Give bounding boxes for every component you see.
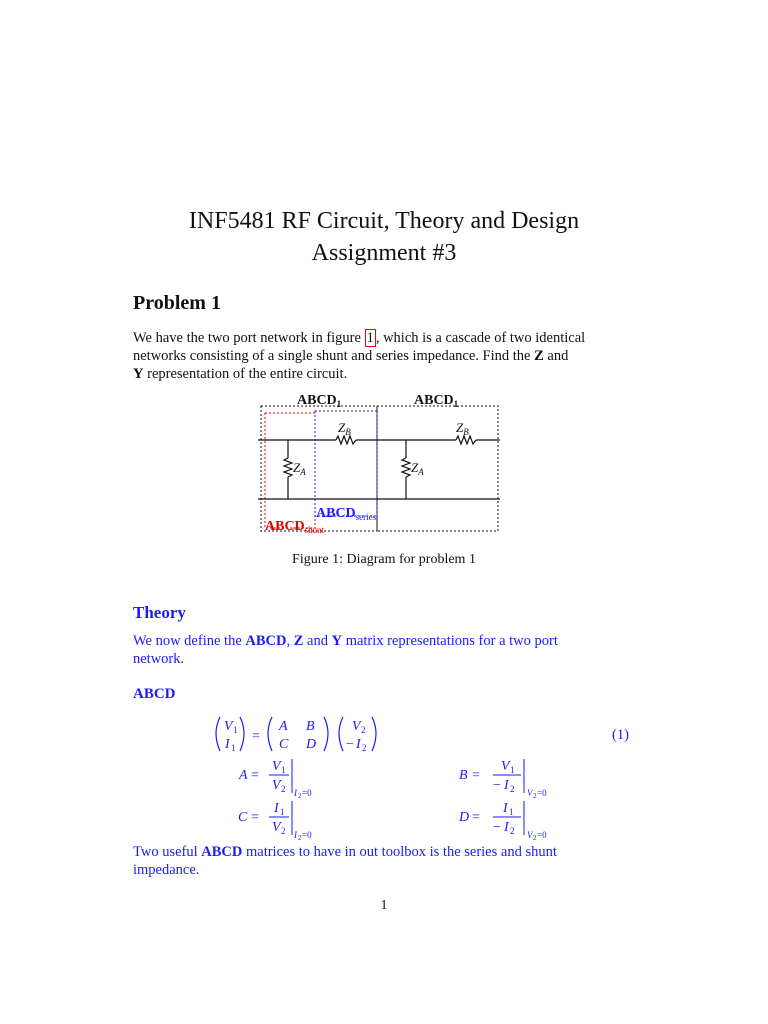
closing-line-2: impedance.: [133, 862, 200, 878]
svg-text:1: 1: [281, 765, 286, 775]
problem-text-1a: We have the two port network in figure: [133, 330, 365, 346]
svg-text:V: V: [272, 820, 281, 835]
svg-text:I: I: [504, 820, 509, 835]
abcd1-right-box: [377, 406, 498, 531]
svg-text:1: 1: [509, 807, 514, 817]
closing-text: [133, 843, 638, 879]
svg-text:2: 2: [281, 826, 286, 836]
svg-text:B: B: [459, 768, 468, 783]
abcd-parameter-definitions: [225, 757, 565, 847]
svg-text:C: C: [279, 737, 289, 752]
svg-text:=0: =0: [302, 830, 312, 840]
closing-line-1: Two useful ABCD matrices to have in out toolbox is the series and shunt: [133, 844, 557, 860]
svg-text:1: 1: [280, 807, 285, 817]
problem-text-2a: networks consisting of a single shunt and series impedance. Find the: [133, 348, 535, 364]
abcd-matrix-equation: [210, 713, 410, 757]
abcd-series-label: $ABCD_{series}$: [316, 506, 377, 522]
problem-line-1: [133, 329, 638, 347]
svg-text:1: 1: [510, 765, 515, 775]
svg-text:1: 1: [233, 725, 238, 735]
svg-text:I: I: [504, 778, 509, 793]
problem-text: [133, 329, 638, 383]
svg-text:I: I: [274, 801, 279, 816]
svg-text:2: 2: [510, 784, 515, 794]
svg-text:I: I: [503, 801, 508, 816]
theory-text: [133, 632, 638, 668]
svg-text:=0: =0: [302, 788, 312, 798]
theory-heading: Theory: [133, 603, 186, 622]
svg-text:V: V: [224, 719, 233, 734]
figure-caption: Figure 1: Diagram for problem 1: [292, 552, 476, 567]
svg-text:I: I: [294, 830, 297, 840]
svg-text:I: I: [356, 737, 361, 752]
za-right-resistor: [402, 458, 410, 477]
circuit-diagram: [250, 388, 510, 538]
abcd1-left-label: $ABCD_1$: [297, 393, 342, 409]
svg-text:−: −: [493, 820, 501, 835]
problem-text-3: representation of the entire circuit.: [143, 366, 348, 382]
svg-text:=: =: [472, 810, 480, 825]
svg-text:A: A: [239, 768, 248, 783]
problem-text-1b: , which is a cascade of two identical: [375, 330, 586, 346]
svg-text:=0: =0: [537, 788, 547, 798]
svg-text:2: 2: [362, 743, 367, 753]
page-number: 1: [380, 898, 388, 913]
title-line-1: INF5481 RF Circuit, Theory and Design: [188, 208, 580, 234]
svg-text:2: 2: [281, 784, 286, 794]
zb-right-resistor: [456, 436, 476, 444]
abcd-shunt-box: [265, 413, 315, 528]
problem-line-2: [133, 347, 638, 365]
title-line-2: Assignment #3: [311, 240, 457, 266]
svg-text:2: 2: [533, 834, 537, 842]
svg-text:V: V: [272, 778, 281, 793]
svg-text:D: D: [306, 737, 317, 752]
svg-text:A: A: [279, 719, 288, 734]
zb-left-resistor: [336, 436, 356, 444]
svg-text:V: V: [272, 759, 281, 774]
svg-text:I: I: [294, 788, 297, 798]
svg-text:2: 2: [510, 826, 515, 836]
svg-text:=: =: [251, 810, 259, 825]
z-bold: Z: [534, 348, 544, 364]
equation-number: (1): [612, 727, 629, 743]
abcd-subheading: ABCD: [133, 686, 176, 702]
za-left-label: $Z_A$: [293, 460, 306, 477]
za-right-label: $Z_A$: [411, 460, 424, 477]
problem-heading: Problem 1: [133, 292, 221, 314]
theory-line-2: network.: [133, 651, 185, 667]
abcd1-right-label: $ABCD_1$: [414, 393, 459, 409]
svg-text:I: I: [225, 737, 230, 752]
svg-text:2: 2: [361, 725, 366, 735]
svg-text:2: 2: [298, 792, 302, 800]
abcd-shunt-label: $ABCD_{shunt}$: [265, 519, 325, 535]
zb-left-label: $Z_B$: [338, 420, 351, 437]
svg-text:C: C: [238, 810, 248, 825]
problem-text-2b: and: [543, 348, 569, 364]
problem-line-3: [133, 365, 638, 383]
svg-text:V: V: [501, 759, 510, 774]
svg-text:2: 2: [533, 792, 537, 800]
figure-ref-link[interactable]: 1: [366, 330, 374, 346]
svg-text:V: V: [352, 719, 361, 734]
svg-text:−: −: [493, 778, 501, 793]
svg-text:=: =: [251, 768, 259, 783]
svg-text:2: 2: [298, 834, 302, 842]
svg-text:=0: =0: [537, 830, 547, 840]
svg-text:=: =: [252, 729, 260, 744]
za-left-resistor: [284, 458, 292, 477]
svg-text:V: V: [527, 830, 533, 840]
svg-text:V: V: [527, 788, 533, 798]
svg-text:B: B: [306, 719, 315, 734]
svg-text:=: =: [472, 768, 480, 783]
y-bold: Y: [133, 366, 144, 382]
svg-text:1: 1: [231, 743, 236, 753]
theory-line-1: We now define the ABCD, Z and Y matrix representations for a two port: [133, 633, 558, 649]
svg-text:D: D: [459, 810, 470, 825]
zb-right-label: $Z_B$: [456, 420, 469, 437]
svg-text:−: −: [346, 737, 354, 752]
